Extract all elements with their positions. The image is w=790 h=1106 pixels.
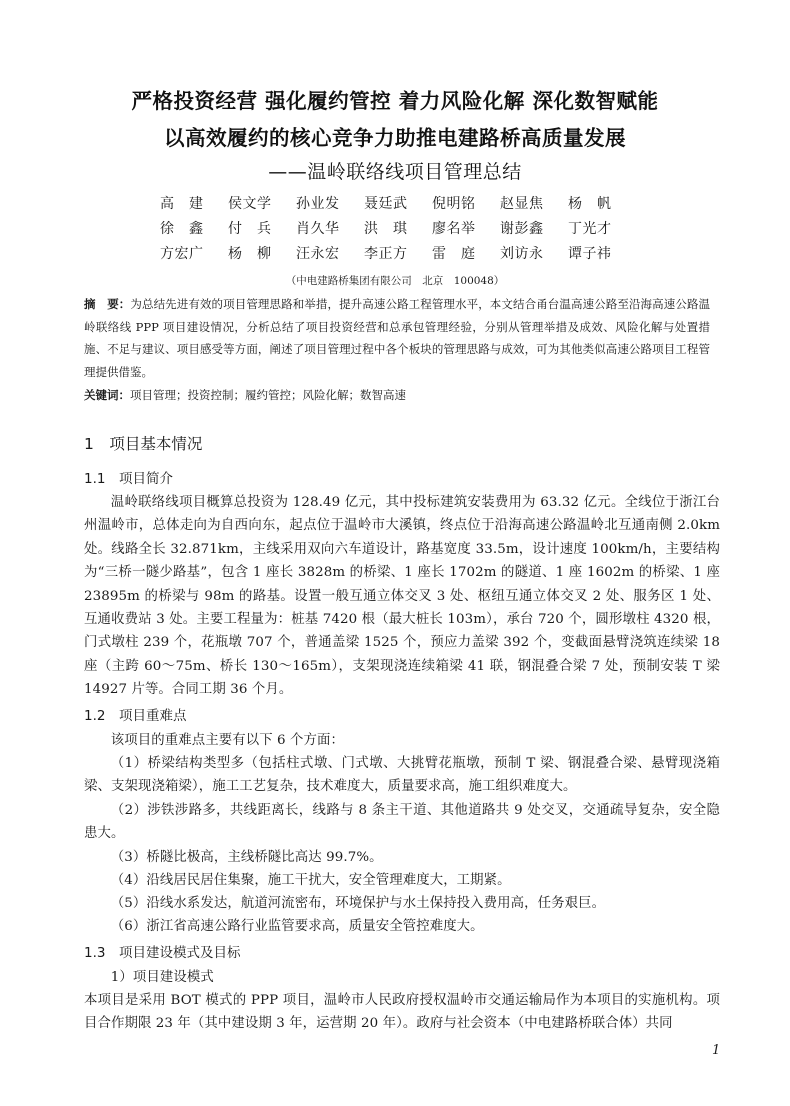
author: 聂廷武 — [364, 195, 408, 212]
sub-subheading: 1）项目建设模式 — [110, 970, 214, 985]
author: 付 兵 — [228, 220, 272, 237]
keywords-label: 关键词： — [84, 388, 130, 402]
author: 高 建 — [160, 195, 204, 212]
title-line-2: 以高效履约的核心竞争力助推电建路桥高质量发展 — [164, 126, 626, 150]
abstract-text: 为总结先进有效的项目管理思路和举措，提升高速公路工程管理水平，本文结合甬台温高速公路至沿海高速公路温岭联络线 PPP 项目建设情况，分析总结了项目投资经营和总承包管理经验，分别从管理举措及成效、风险化解与处置措施、不足与建议、项目感受等方面，阐述了项目管理过程中各个板块的管理思路与成效，可为其他类似高速公路项目工程管理提供借鉴。 — [84, 297, 711, 379]
author: 方宏广 — [160, 245, 204, 262]
author: 倪明铭 — [432, 195, 476, 212]
section-heading: 1 项目基本情况 — [84, 435, 203, 453]
author-list — [160, 190, 640, 265]
list-item: （5）沿线水系发达，航道河流密布，环境保护与水土保持投入费用高，任务艰巨。 — [110, 896, 606, 911]
list-item: （1）桥梁结构类型多（包括柱式墩、门式墩、大挑臂花瓶墩，预制 T 梁、钢混叠合梁、悬臂现浇箱梁、支架现浇箱梁），施工工艺复杂，技术难度大，质量要求高，施工组织难度大。 — [84, 756, 720, 795]
author: 侯文学 — [228, 195, 272, 212]
list-item: （4）沿线居民居住集聚，施工干扰大，安全管理难度大，工期紧。 — [110, 873, 511, 888]
title-subtitle: ——温岭联络线项目管理总结 — [268, 161, 522, 183]
author: 杨 帆 — [568, 195, 612, 212]
paragraph: 温岭联络线项目概算总投资为 128.49 亿元，其中投标建筑安装费用为 63.32 亿元。全线位于浙江台州温岭市，总体走向为自西向东，起点位于温岭市大溪镇，终点位于沿海高速公路温岭北互通南侧 2.0km 处。线路全长 32.871km，主线采用双向六车道设计，路基宽度 33.5m，设计速度 100km/h，主要结构为“三桥一隧少路基”，包含 1 座长 3828m 的桥梁、1 座长 1702m 的隧道、1 座 1602m 的桥梁、1 座 23895m 的桥梁与 98m 的路基。设置一般互通立体交叉 3 处、枢纽互通立体交叉 2 处、服务区 1 处、互通收费站 3 处。主要工程量为：桩基 7420 根（最大桩长 103m），承台 720 个，圆形墩柱 4320 根，门式墩柱 239 个，花瓶墩 707 个，普通盖梁 1525 个，预应力盖梁 392 个，变截面悬臂浇筑连续梁 18 座（主跨 60～75m、桥长 130～165m），支架现浇连续箱梁 41 联，钢混叠合梁 7 处，预制安装 T 梁 14927 片等。合同工期 36 个月。 — [84, 495, 720, 698]
author: 谭子祎 — [568, 245, 612, 262]
author: 雷 庭 — [432, 245, 476, 262]
subsection-heading: 1.3 项目建设模式及目标 — [84, 945, 241, 961]
abstract-label: 摘 要： — [84, 297, 131, 311]
paragraph: 该项目的重难点主要有以下 6 个方面： — [110, 733, 344, 748]
author-row — [160, 190, 640, 215]
author: 肖久华 — [296, 220, 340, 237]
subsection-heading: 1.1 项目简介 — [84, 471, 173, 487]
affiliation: （中电建路桥集团有限公司 北京 100048） — [285, 275, 505, 287]
keywords-text: 项目管理；投资控制；履约管控；风险化解；数智高速 — [130, 388, 406, 402]
author: 杨 柳 — [228, 245, 272, 262]
author: 谢彭鑫 — [500, 220, 544, 237]
abstract — [84, 293, 710, 383]
subsection-heading: 1.2 项目重难点 — [84, 708, 187, 724]
list-item: （3）桥隧比极高，主线桥隧比高达 99.7%。 — [110, 850, 383, 865]
keywords — [84, 387, 710, 403]
author: 徐 鑫 — [160, 220, 204, 237]
author: 丁光才 — [568, 220, 612, 237]
author: 孙业发 — [296, 195, 340, 212]
author-row — [160, 215, 640, 240]
page-number: 1 — [712, 1043, 721, 1058]
author: 刘访永 — [500, 245, 544, 262]
author: 赵显焦 — [500, 195, 544, 212]
author: 廖名举 — [432, 220, 476, 237]
list-item: （2）涉铁涉路多，共线距离长，线路与 8 条主干道、其他道路共 9 处交叉，交通疏导复杂，安全隐患大。 — [84, 803, 720, 842]
author-row — [160, 240, 640, 265]
author: 汪永宏 — [296, 245, 340, 262]
author: 李正方 — [364, 245, 408, 262]
list-item: （6）浙江省高速公路行业监管要求高，质量安全管控难度大。 — [110, 919, 484, 934]
author: 洪 琪 — [364, 220, 408, 237]
title-line-1: 严格投资经营 强化履约管控 着力风险化解 深化数智赋能 — [131, 89, 659, 113]
paragraph: 本项目是采用 BOT 模式的 PPP 项目，温岭市人民政府授权温岭市交通运输局作为本项目的实施机构。项目合作期限 23 年（其中建设期 3 年，运营期 20 年）。政府与社会资本（中电建路桥联合体）共同 — [84, 993, 720, 1032]
